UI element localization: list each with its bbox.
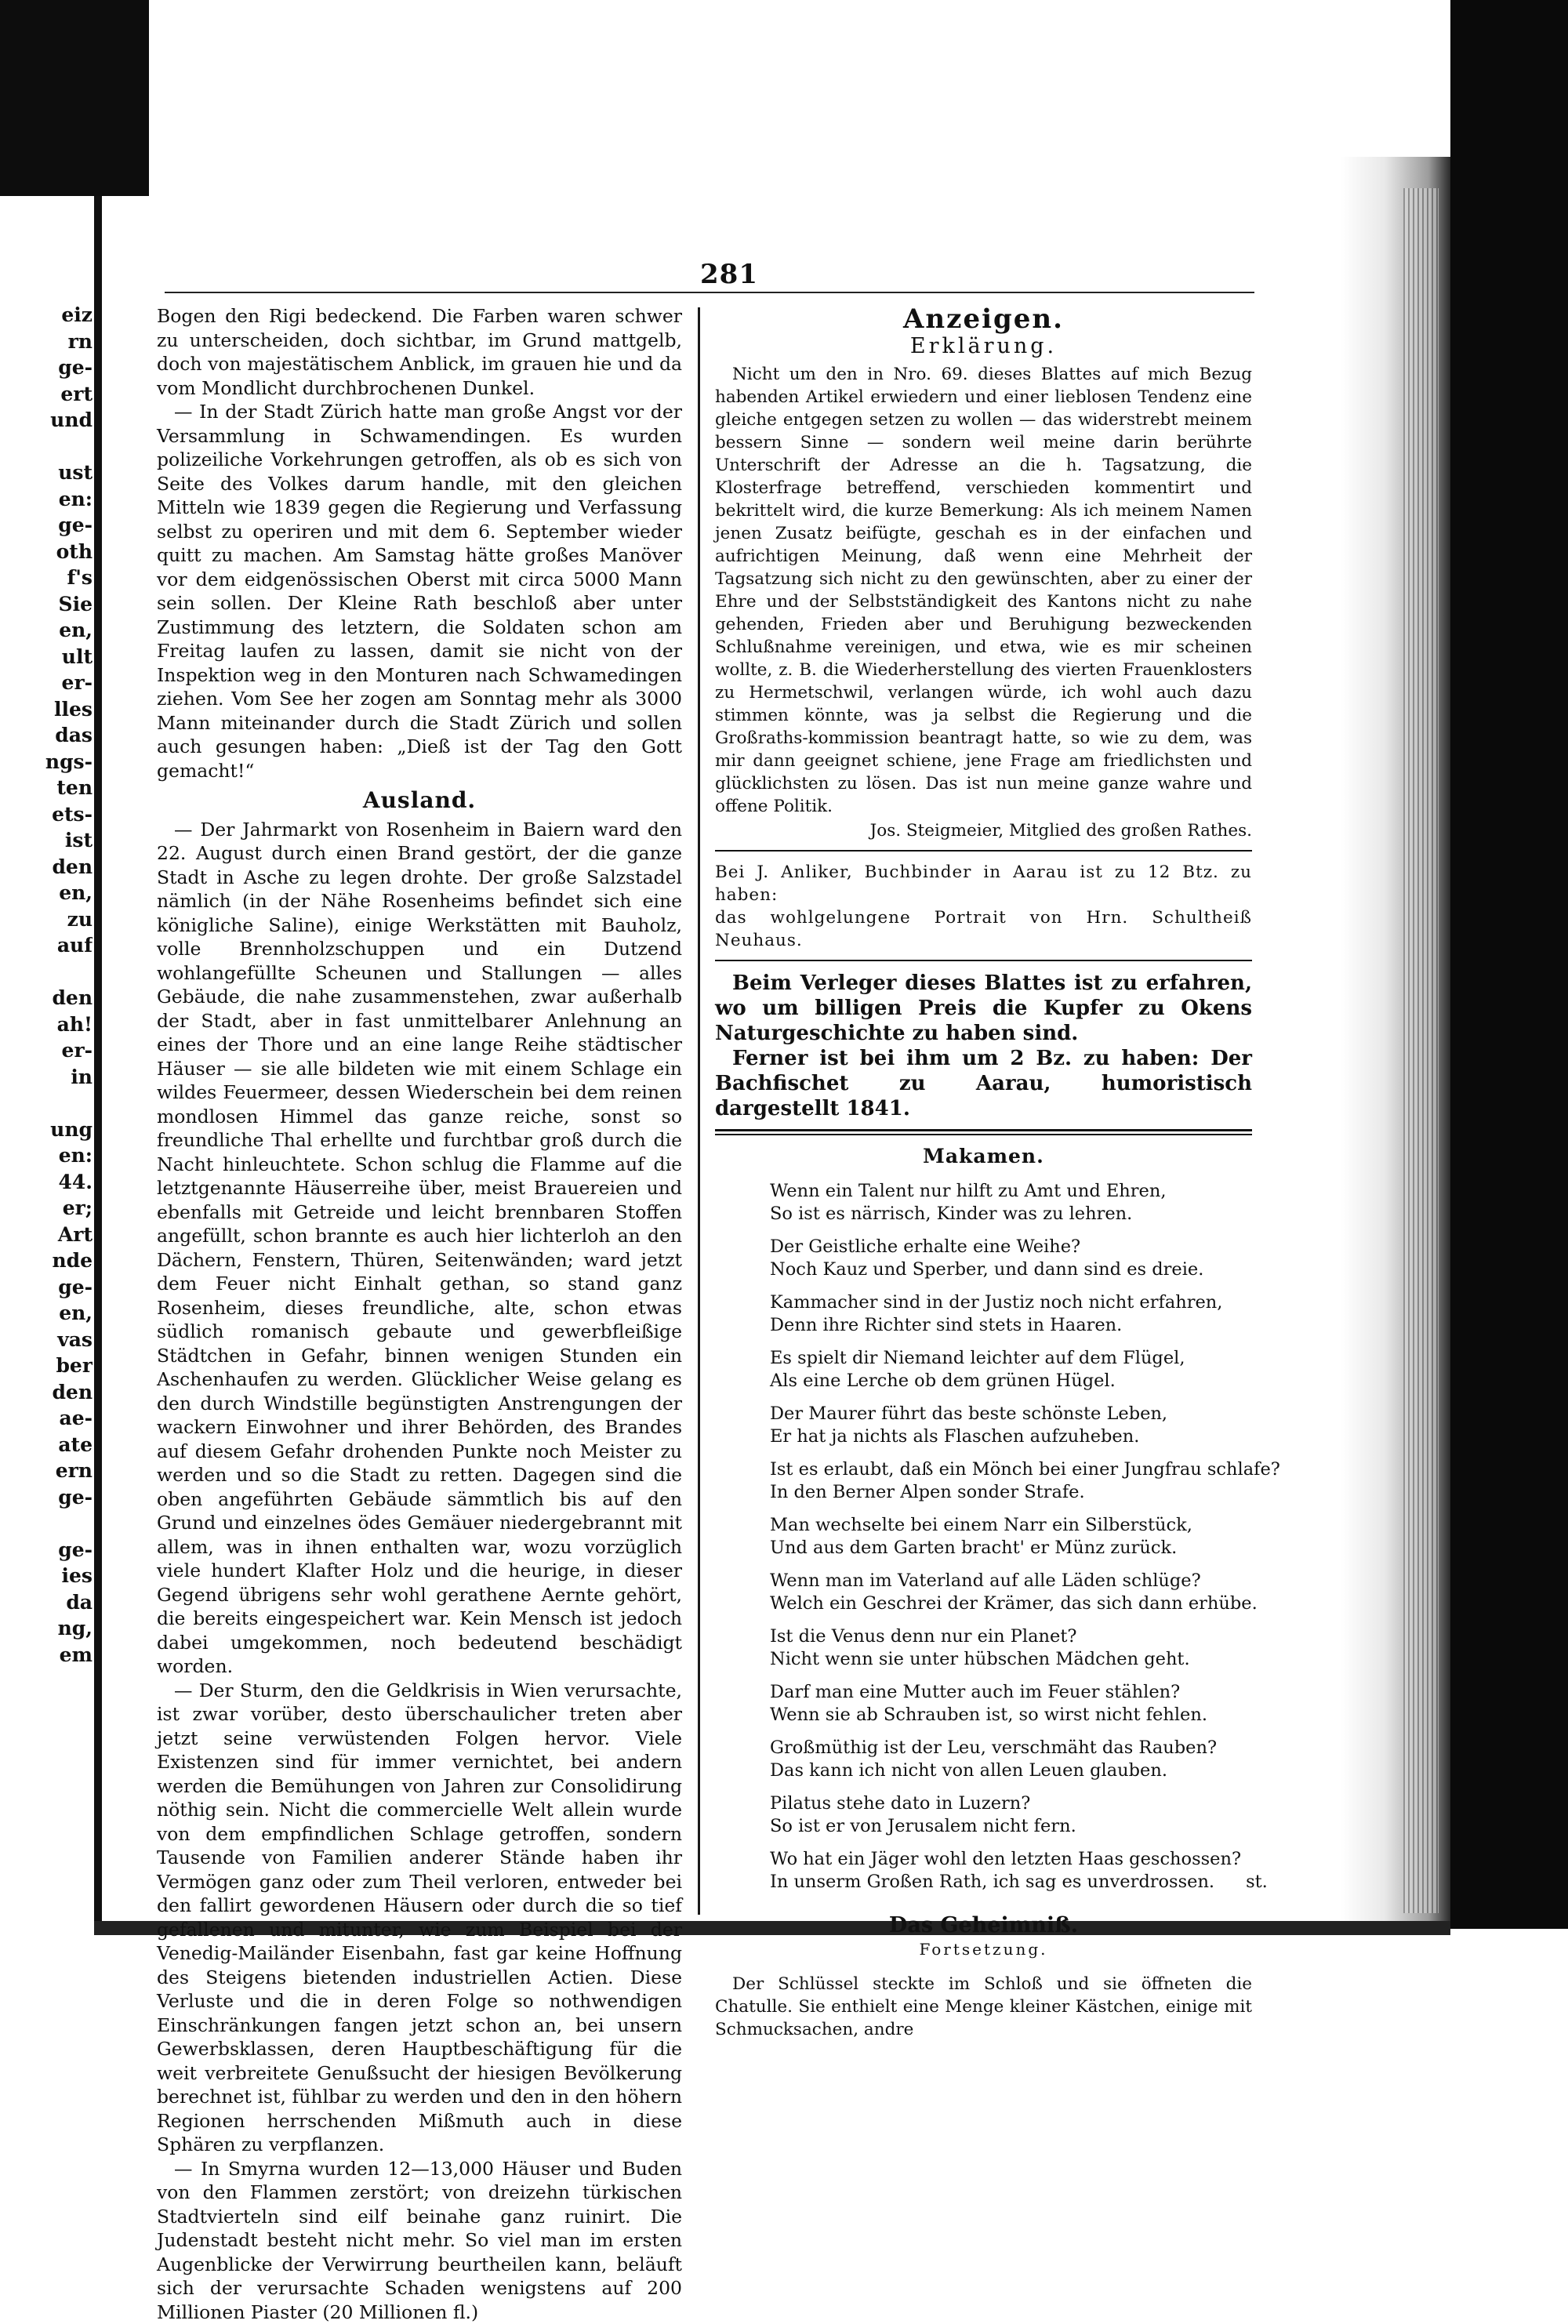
left-fragment-line: f's: [0, 565, 93, 591]
poem-line: So ist er von Jerusalem nicht fern.: [770, 1815, 1252, 1838]
declaration-signature: Jos. Steigmeier, Mitglied des großen Rathes.: [715, 819, 1252, 842]
poem-stanza: [770, 1347, 1252, 1393]
poem-line: Man wechselte bei einem Narr ein Silberstück,: [770, 1514, 1252, 1537]
left-fragment-line: ist: [0, 827, 93, 854]
poem-stanza: [770, 1180, 1252, 1226]
poem-line: Ist es erlaubt, daß ein Mönch bei einer Jungfrau schlafe?: [770, 1458, 1252, 1481]
poem-title: Makamen.: [715, 1145, 1252, 1169]
left-fragment-line: oth: [0, 539, 93, 565]
section-heading-ausland: Ausland.: [157, 789, 682, 813]
left-fragment-line: ust: [0, 459, 93, 486]
poem-stanza: [770, 1291, 1252, 1337]
scan-dark-corner: [0, 0, 149, 196]
poem-line: Welch ein Geschrei der Krämer, das sich dann erhübe.: [770, 1592, 1252, 1615]
poem-line: Ist die Venus denn nur ein Planet?: [770, 1625, 1252, 1648]
left-fragment-line: [0, 959, 93, 986]
left-fragment-line: den: [0, 1379, 93, 1406]
poem-stanza: [770, 1792, 1252, 1838]
left-fragment-line: en,: [0, 617, 93, 644]
story-subtitle: Fortsetzung.: [715, 1937, 1252, 1962]
poem-line: Kammacher sind in der Justiz noch nicht erfahren,: [770, 1291, 1252, 1314]
left-fragment-line: ng,: [0, 1615, 93, 1642]
ad-rule: [715, 960, 1252, 961]
scan-top-margin: [149, 0, 1450, 200]
left-fragment-line: ah!: [0, 1011, 93, 1038]
left-fragment-line: und: [0, 407, 93, 434]
poem-line: Denn ihre Richter sind stets in Haaren.: [770, 1314, 1252, 1337]
left-fragment-line: da: [0, 1589, 93, 1616]
left-fragment-line: den: [0, 854, 93, 881]
poem-stanza: [770, 1570, 1252, 1615]
poem-line: Das kann ich nicht von allen Leuen glauben.: [770, 1759, 1252, 1782]
left-column: [157, 304, 682, 2324]
left-fragment-line: em: [0, 1642, 93, 1669]
left-fragment-line: auf: [0, 932, 93, 959]
poem-stanza: [770, 1848, 1252, 1894]
poem-line: Großmüthig ist der Leu, verschmäht das Rauben?: [770, 1737, 1252, 1759]
left-fragment-line: en,: [0, 880, 93, 906]
left-fragment-line: eiz: [0, 302, 93, 329]
poem-line: Wenn ein Talent nur hilft zu Amt und Ehren,: [770, 1180, 1252, 1203]
poem-line: Der Geistliche erhalte eine Weihe?: [770, 1236, 1252, 1258]
left-fragment-line: vas: [0, 1327, 93, 1353]
poem-line: Als eine Lerche ob dem grünen Hügel.: [770, 1370, 1252, 1393]
left-fragment-line: Art: [0, 1222, 93, 1248]
poem-line: Er hat ja nichts als Flaschen aufzuheben.: [770, 1425, 1252, 1448]
article-wien: — Der Sturm, den die Geldkrisis in Wien verursachte, ist zwar vorüber, desto überschaulicher treten aber jetzt seine verwüstenden Folgen hervor. Viele Existenzen sind für immer vernichtet, bei andern werden die Bemühungen von Jahren zur Consolidirung nöthig sein. Nicht die commercielle Welt allein wurde von dem empfindlichen Schlage getroffen, sondern Tausende von Familien anderer Stände haben ihr Vermögen ganz oder zum Theil verloren, entweder bei den fallirt gewordenen Häusern oder durch die so tief gefallenen und mitunter, wie zum Beispiel bei der Venedig-Mailänder Eisenbahn, fast gar keine Hoffnung des Steigens bietenden industriellen Actien. Diese Verluste und die in deren Folge so nothwendigen Einschränkungen fangen jetzt schon an, bei unsern Gewerbsklassen, deren Hauptbeschäftigung für die weit verbreitete Genußsucht der hiesigen Bevölkerung berechnet ist, fühlbar zu werden und den in den höhern Regionen herrschenden Mißmuth auch in diese Sphären zu verpflanzen.: [157, 1679, 682, 2157]
ad-anliker-line1: Bei J. Anliker, Buchbinder in Aarau ist zu 12 Btz. zu haben:: [715, 861, 1252, 906]
left-fragment-line: er-: [0, 670, 93, 696]
left-fragment-line: das: [0, 722, 93, 749]
left-fragment-line: ung: [0, 1117, 93, 1143]
ad-rule: [715, 850, 1252, 852]
poem-line: Noch Kauz und Sperber, und dann sind es dreie.: [770, 1258, 1252, 1281]
poem-line: Und aus dem Garten bracht' er Münz zurück.: [770, 1537, 1252, 1560]
ad-bachfischet: Ferner ist bei ihm um 2 Bz. zu haben: Der Bachfischet zu Aarau, humoristisch dargestellt 1841.: [715, 1046, 1252, 1121]
ad-okens: Beim Verleger dieses Blattes ist zu erfahren, wo um billigen Preis die Kupfer zu Okens Naturgeschichte zu haben sind.: [715, 971, 1252, 1046]
left-fragment-line: ge-: [0, 1484, 93, 1511]
story-title: Das Geheimniß.: [715, 1914, 1252, 1938]
left-fragment-line: ate: [0, 1432, 93, 1458]
left-fragment-line: zu: [0, 906, 93, 933]
poem-stanza: [770, 1458, 1252, 1504]
page-stack-edge: [1403, 188, 1439, 1913]
column-divider: [698, 307, 700, 1915]
left-fragment-line: in: [0, 1064, 93, 1091]
poem-line: In unserm Großen Rath, ich sag es unverdrossen. st.: [770, 1871, 1252, 1894]
poem: [770, 1180, 1252, 1894]
left-fragment-line: en:: [0, 1142, 93, 1169]
left-fragment-line: er;: [0, 1195, 93, 1222]
poem-stanza: [770, 1514, 1252, 1560]
left-fragment-line: ten: [0, 775, 93, 801]
poem-author-mark: st.: [1246, 1871, 1268, 1894]
header-rule: [165, 292, 1254, 293]
left-fragment-line: ert: [0, 381, 93, 408]
story-text: Der Schlüssel steckte im Schloß und sie öffneten die Chatulle. Sie enthielt eine Menge kleiner Kästchen, einige mit Schmucksachen, andre: [715, 1973, 1252, 2041]
declaration-heading: Erklärung.: [715, 335, 1252, 359]
poem-line: Nicht wenn sie unter hübschen Mädchen geht.: [770, 1648, 1252, 1671]
left-fragment-line: ge-: [0, 354, 93, 381]
article-smyrna: — In Smyrna wurden 12—13,000 Häuser und Buden von den Flammen zerstört; von dreizehn türkischen Stadtvierteln sind eilf beinahe ganz ruinirt. Die Judenstadt besteht nicht mehr. So viel man im ersten Augenblicke der Verwirrung beurtheilen kann, beläuft sich der verursachte Schaden wenigstens auf 200 Millionen Piaster (20 Millionen fl.): [157, 2157, 682, 2324]
left-fragment-line: ge-: [0, 1537, 93, 1563]
left-fragment-line: nde: [0, 1247, 93, 1274]
book-spine: [94, 196, 102, 1937]
poem-line: So ist es närrisch, Kinder was zu lehren.: [770, 1203, 1252, 1226]
left-fragment-line: ern: [0, 1458, 93, 1484]
left-fragment-line: en,: [0, 1300, 93, 1327]
left-fragment-line: ngs-: [0, 749, 93, 775]
poem-line: Es spielt dir Niemand leichter auf dem Flügel,: [770, 1347, 1252, 1370]
left-fragment-line: er-: [0, 1037, 93, 1064]
poem-line: Der Maurer führt das beste schönste Leben,: [770, 1403, 1252, 1425]
left-page-fragment: [0, 302, 93, 1668]
poem-line: Darf man eine Mutter auch im Feuer stählen?: [770, 1681, 1252, 1704]
poem-stanza: [770, 1236, 1252, 1281]
left-fragment-line: [0, 434, 93, 460]
poem-line: Wo hat ein Jäger wohl den letzten Haas geschossen?: [770, 1848, 1252, 1871]
article-rosenheim: — Der Jahrmarkt von Rosenheim in Baiern ward den 22. August durch einen Brand gestört, der die ganze Stadt in Asche zu legen drohte. Der große Salzstadel nämlich (in der Nähe Rosenheims befindet sich eine königliche Saline), einige Werkstätten mit Bauholz, volle Brennholzschuppen und ein Dutzend wohlangefüllte Scheunen und Stallungen — alles Gebäude, die nahe zusammenstehen, zwar außerhalb der Stadt, aber in fast unmittelbarer Anlehnung an eines der Thore und an eine lange Reihe städtischer Häuser — sie alle bildeten wie mit einem Schlage ein wildes Feuermeer, dessen Wiederschein bei dem reinen mondlosen Himmel das ganze reiche, sonst so freundliche Thal erhellte und furchtbar groß durch die Nacht hinleuchtete. Schon schlug die Flamme auf die letztgenannte Häuserreihe über, meist Brauereien und ebenfalls mit Getreide und leicht brennbaren Stoffen angefüllt, schon brannte es auch hier lichterloh an den Dächern, Fenstern, Thüren, Seitenwänden; ward jetzt dem Feuer nicht Einhalt gethan, so stand ganz Rosenheim, dieses freundliche, alte, schon etwas südlich romanisch gebaute und gewerbfleißige Städtchen in Gefahr, binnen wenigen Stunden ein Aschenhaufen zu werden. Glücklicher Weise gelang es den durch Windstille begünstigten Anstrengungen der wackern Einwohner und ihrer Behörden, des Brandes auf diesem Gefahr drohenden Punkte noch Meister zu werden und so die Stadt zu retten. Dagegen sind die oben angeführten Gebäude sämmtlich bis auf den Grund und einzelnes ödes Gemäuer niedergebrannt mit allem, was in ihnen enthalten war, wozu vorzüglich viele hundert Klafter Holz und die heurige, in dieser Gegend übrigens sehr wohl gerathene Aernte gehört, die bereits eingespeichert war. Kein Mensch ist jedoch dabei umgekommen, noch bedeutend beschädigt worden.: [157, 818, 682, 1679]
section-double-rule: [715, 1129, 1252, 1135]
left-fragment-line: en:: [0, 486, 93, 513]
poem-stanza: [770, 1403, 1252, 1448]
left-fragment-line: ge-: [0, 1274, 93, 1301]
left-fragment-line: ae-: [0, 1405, 93, 1432]
left-fragment-line: 44.: [0, 1169, 93, 1196]
left-fragment-line: [0, 1510, 93, 1537]
poem-stanza: [770, 1681, 1252, 1727]
page-number: 281: [682, 259, 776, 290]
article-continuation: Bogen den Rigi bedeckend. Die Farben waren schwer zu unterscheiden, doch sichtbar, im Grund mattgelb, doch von majestätischem Anblick, im grauen hie und da vom Mondlicht durchbrochenen Dunkel.: [157, 304, 682, 400]
section-heading-anzeigen: Anzeigen.: [715, 307, 1252, 332]
left-fragment-line: ber: [0, 1353, 93, 1379]
right-column: [715, 304, 1252, 2041]
article-zurich: — In der Stadt Zürich hatte man große Angst vor der Versammlung in Schwamendingen. Es wurden polizeiliche Vorkehrungen getroffen, als ob es sich von Seite des Volkes darum handle, mit den gleichen Mitteln wie 1839 gegen die Regierung und Verfassung selbst zu operiren und mit dem 6. September wieder quitt zu machen. Am Samstag hätte großes Manöver vor dem eidgenössischen Oberst mit circa 5000 Mann sein sollen. Der Kleine Rath beschloß aber unter Zustimmung des letztern, die Soldaten schon am Freitag laufen zu lassen, damit sie nicht von der Inspektion weg in den Monturen nach Schwamedingen ziehen. Vom See her zogen am Sonntag mehr als 3000 Mann miteinander durch die Stadt Zürich und sollen auch gesungen haben: „Dieß ist der Tag den Gott gemacht!“: [157, 400, 682, 783]
left-fragment-line: rn: [0, 329, 93, 355]
left-fragment-line: ult: [0, 644, 93, 670]
left-fragment-line: [0, 1090, 93, 1117]
left-fragment-line: lles: [0, 696, 93, 723]
left-fragment-line: Sie: [0, 591, 93, 618]
poem-stanza: [770, 1737, 1252, 1782]
poem-line: Pilatus stehe dato in Luzern?: [770, 1792, 1252, 1815]
poem-line: In den Berner Alpen sonder Strafe.: [770, 1481, 1252, 1504]
declaration-text: Nicht um den in Nro. 69. dieses Blattes auf mich Bezug habenden Artikel erwiedern und einer lieblosen Tendenz eine gleiche entgegen setzen zu wollen — das widerstrebt meinem bessern Sinne — sondern weil meine darin berührte Unterschrift der Adresse an die h. Tagsatzung, die Klosterfrage betreffend, verschieden kommentirt und bekrittelt wird, die kurze Bemerkung: Als ich meinem Namen jenen Zusatz beifügte, geschah es in der einfachen und aufrichtigen Meinung, daß wenn eine Mehrheit der Tagsatzung sich nicht zu den gewünschten, aber zu einer der Ehre und der Selbstständigkeit des Kantons nicht zu nahe gehenden, Frieden aber und Beruhigung bezweckenden Schlußnahme vereinigen, und etwa, wie es mir scheinen wollte, z. B. die Wiederherstellung des vierten Frauenklosters zu Hermetschwil, verlangen würde, ich wohl auch dazu stimmen könnte, was ja selbst die Regierung und die Großraths-kommission beantragt hatte, so wie zu dem, was mir dann geeignet schiene, jene Frage am friedlichsten und glücklichsten zu lösen. Das ist nun meine ganze wahre und offene Politik.: [715, 363, 1252, 818]
left-fragment-line: ets-: [0, 801, 93, 828]
ad-anliker-line2: das wohlgelungene Portrait von Hrn. Schultheiß Neuhaus.: [715, 906, 1252, 952]
left-fragment-line: ies: [0, 1563, 93, 1589]
poem-line: Wenn man im Vaterland auf alle Läden schlüge?: [770, 1570, 1252, 1592]
poem-stanza: [770, 1625, 1252, 1671]
left-fragment-line: den: [0, 985, 93, 1011]
scan-dark-edge-right: [1450, 0, 1568, 2074]
poem-line: Wenn sie ab Schrauben ist, so wirst nicht fehlen.: [770, 1704, 1252, 1727]
left-fragment-line: ge-: [0, 512, 93, 539]
